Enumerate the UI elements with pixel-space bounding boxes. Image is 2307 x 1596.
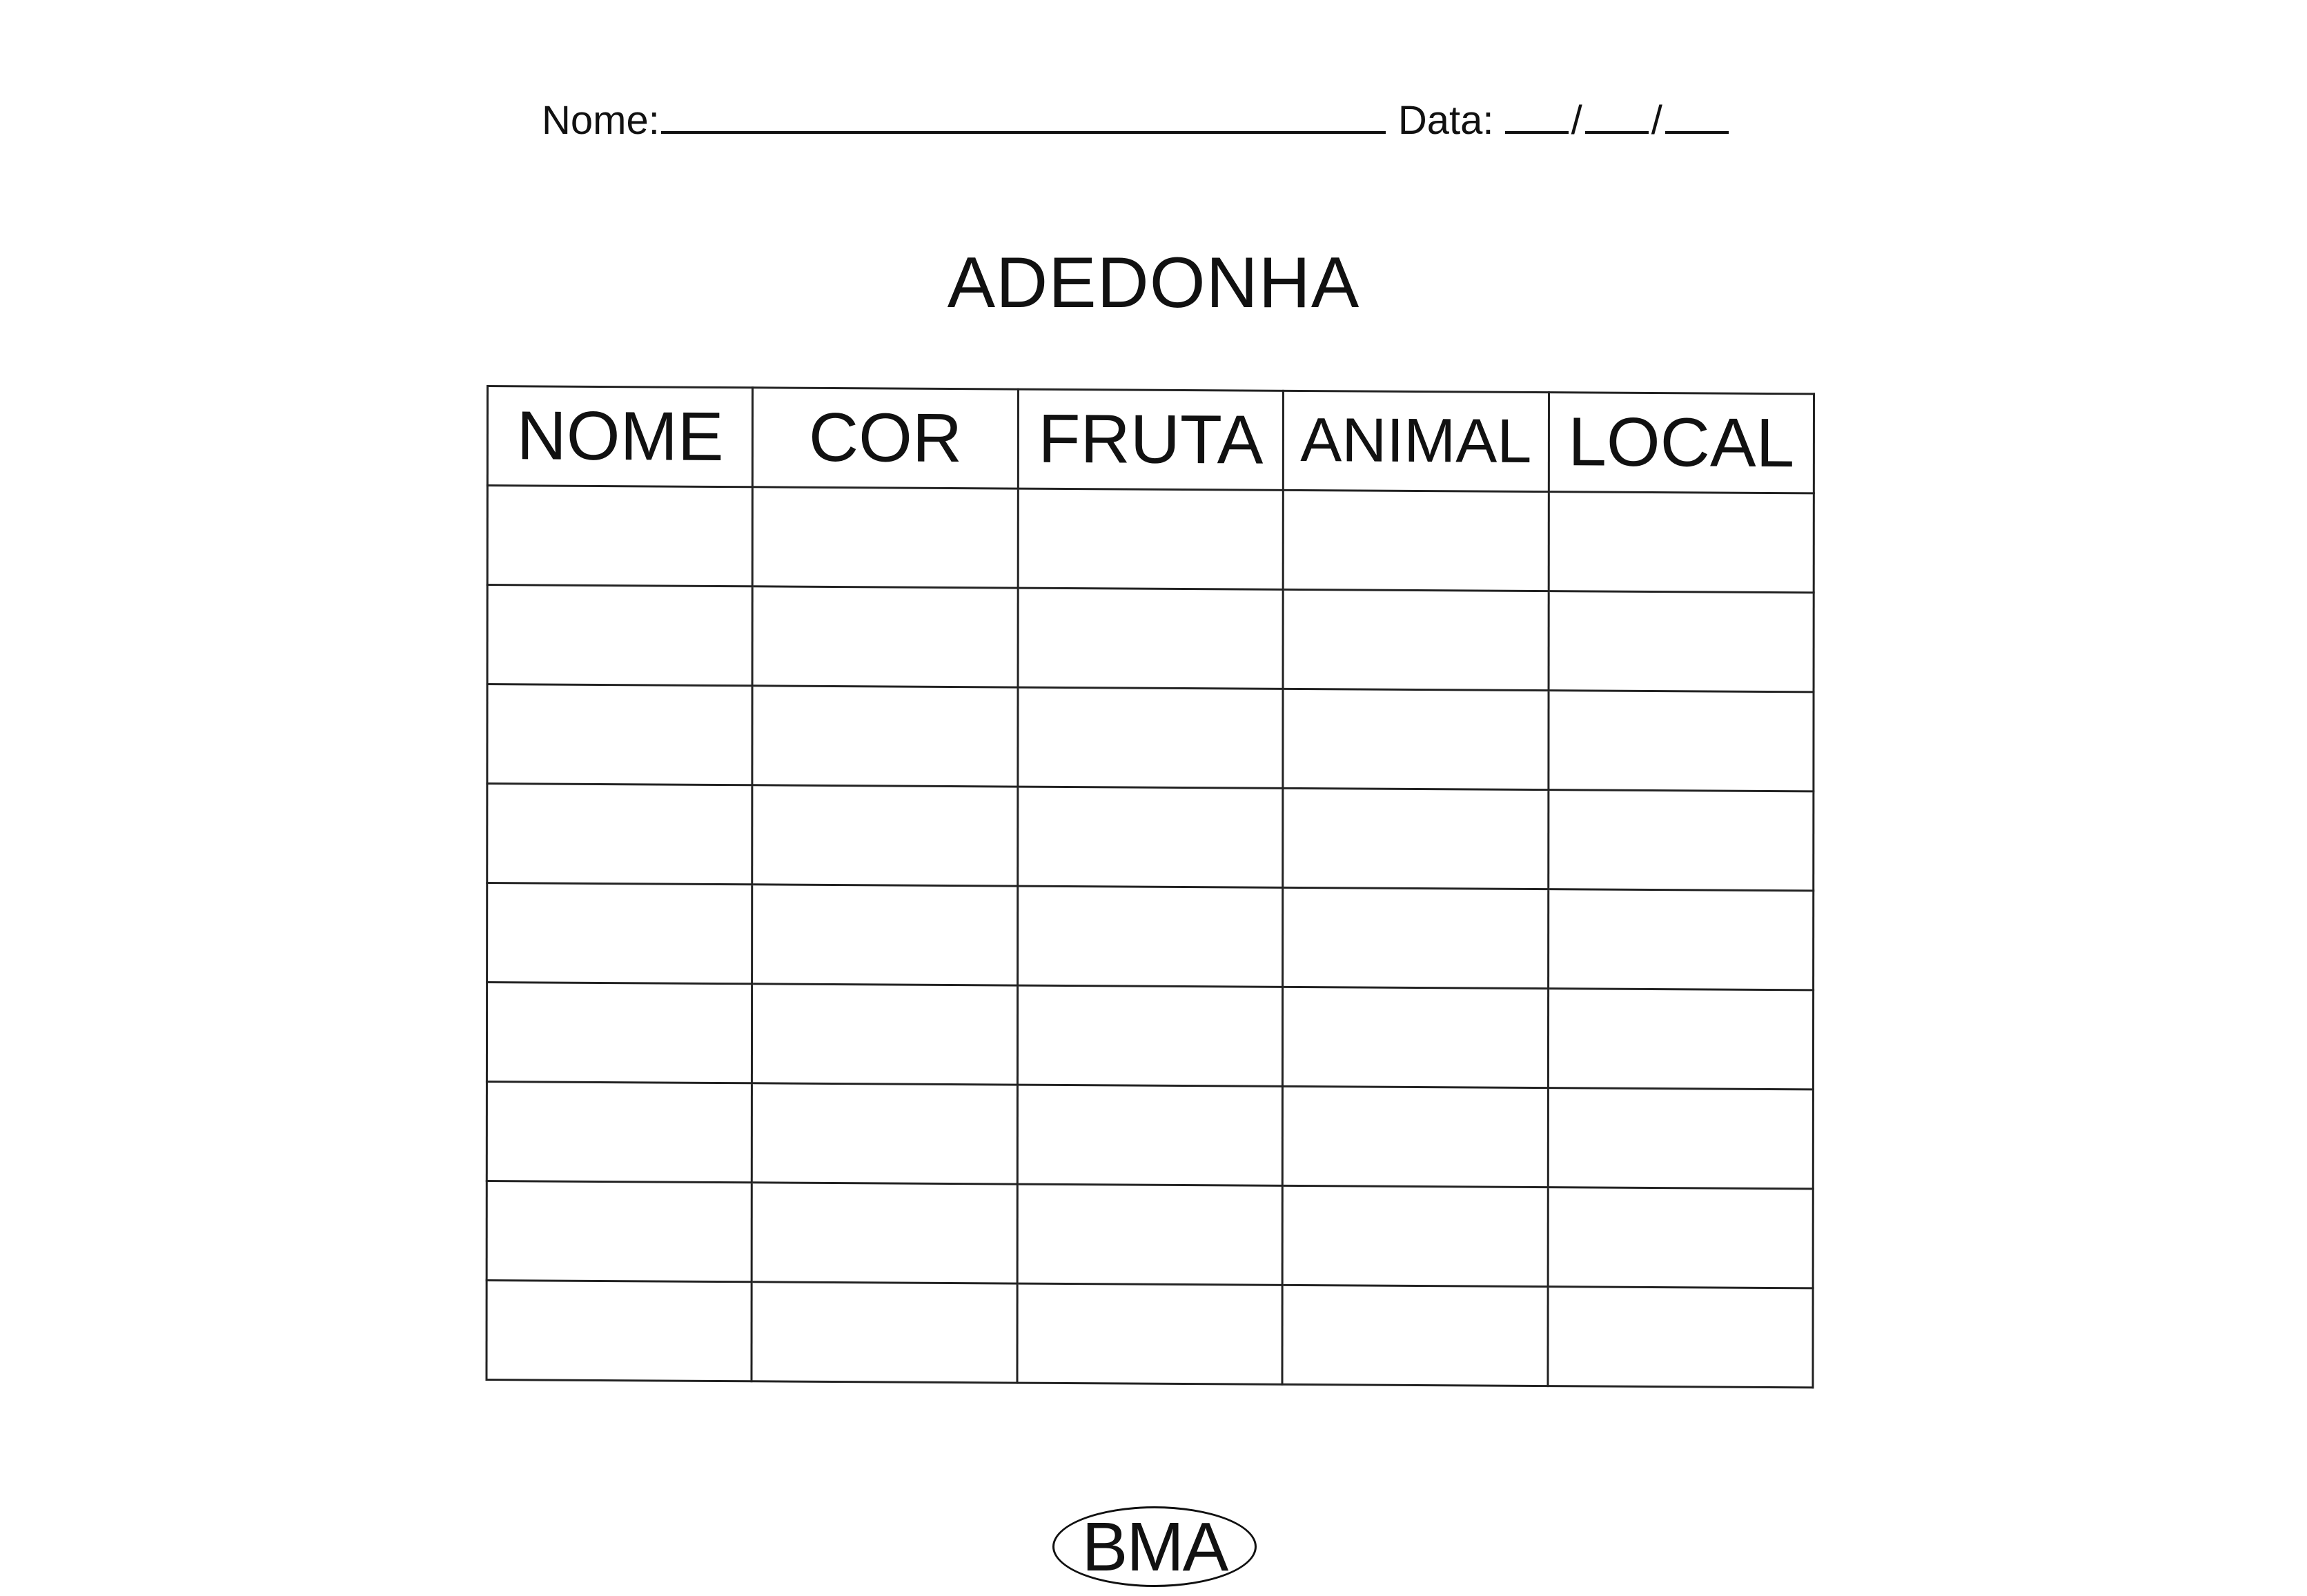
answer-cell-cor[interactable] [752,587,1018,687]
answer-cell-local[interactable] [1548,1188,1814,1288]
column-header-fruta: FRUTA [1018,389,1284,490]
table-row [487,983,1813,1090]
date-separator-2: / [1651,98,1662,143]
answer-cell-fruta[interactable] [1017,1085,1283,1185]
answer-cell-fruta[interactable] [1017,886,1283,987]
column-header-animal: ANIMAL [1284,391,1549,491]
grid-body [487,486,1814,1388]
date-label: Data: [1397,98,1494,143]
answer-cell-nome[interactable] [487,983,752,1083]
answer-cell-cor[interactable] [752,785,1018,886]
adedonha-table [485,385,1815,1388]
answer-cell-local[interactable] [1548,691,1814,791]
answer-cell-nome[interactable] [487,1281,752,1381]
table-row [487,784,1814,891]
table-row [487,883,1814,990]
header-row [487,386,1814,493]
answer-cell-local[interactable] [1548,989,1814,1090]
answer-cell-fruta[interactable] [1017,985,1283,1086]
answer-cell-local[interactable] [1548,790,1814,891]
table-row [487,1082,1813,1189]
column-header-nome: NOME [487,386,753,487]
answer-cell-fruta[interactable] [1017,1184,1283,1285]
answer-cell-local[interactable] [1548,889,1814,990]
answer-cell-nome[interactable] [487,1082,752,1183]
table-row [487,1181,1813,1288]
answer-cell-nome[interactable] [487,585,753,686]
student-info-line [542,88,1729,144]
answer-cell-nome[interactable] [487,684,753,785]
answer-cell-animal[interactable] [1282,1185,1548,1286]
answer-cell-animal[interactable] [1282,1285,1548,1386]
answer-cell-animal[interactable] [1283,490,1549,591]
answer-cell-local[interactable] [1548,1287,1814,1388]
answer-cell-fruta[interactable] [1018,489,1284,589]
column-header-cor: COR [753,388,1019,489]
answer-cell-animal[interactable] [1283,589,1549,690]
answer-cell-animal[interactable] [1282,1086,1548,1187]
date-month-blank[interactable] [1585,88,1649,134]
date-day-blank[interactable] [1505,88,1569,134]
answer-cell-cor[interactable] [752,1083,1018,1184]
answer-cell-cor[interactable] [752,1282,1017,1383]
answer-cell-cor[interactable] [752,1183,1018,1283]
answer-cell-animal[interactable] [1283,689,1549,789]
answer-cell-animal[interactable] [1283,987,1549,1087]
table-row [487,585,1814,692]
answer-cell-fruta[interactable] [1018,687,1284,788]
answer-cell-nome[interactable] [487,486,753,587]
answer-cell-local[interactable] [1549,591,1814,692]
answer-cell-nome[interactable] [487,883,753,984]
answer-cell-fruta[interactable] [1018,588,1284,689]
table-row [487,684,1814,791]
column-header-local: LOCAL [1549,393,1814,493]
answer-cell-fruta[interactable] [1018,787,1284,887]
answer-cell-animal[interactable] [1283,887,1549,988]
bma-logo: BMA [1052,1506,1257,1587]
answer-cell-nome[interactable] [487,784,753,885]
answer-cell-animal[interactable] [1283,788,1549,889]
answer-cell-fruta[interactable] [1017,1283,1283,1384]
answer-cell-nome[interactable] [487,1181,752,1282]
answer-cell-local[interactable] [1548,1088,1814,1189]
answer-cell-cor[interactable] [752,984,1018,1085]
answer-cell-cor[interactable] [753,487,1019,588]
answer-cell-cor[interactable] [752,885,1018,985]
answer-cell-cor[interactable] [752,686,1018,787]
adedonha-grid [485,385,1815,1400]
name-label: Nome: [542,98,660,143]
answer-cell-local[interactable] [1549,492,1814,593]
name-blank-field[interactable] [661,88,1386,134]
table-row [487,1281,1813,1388]
table-row [487,486,1814,593]
date-separator-1: / [1571,98,1582,143]
date-year-blank[interactable] [1665,88,1729,134]
page-title: ADEDONHA [947,243,1360,323]
